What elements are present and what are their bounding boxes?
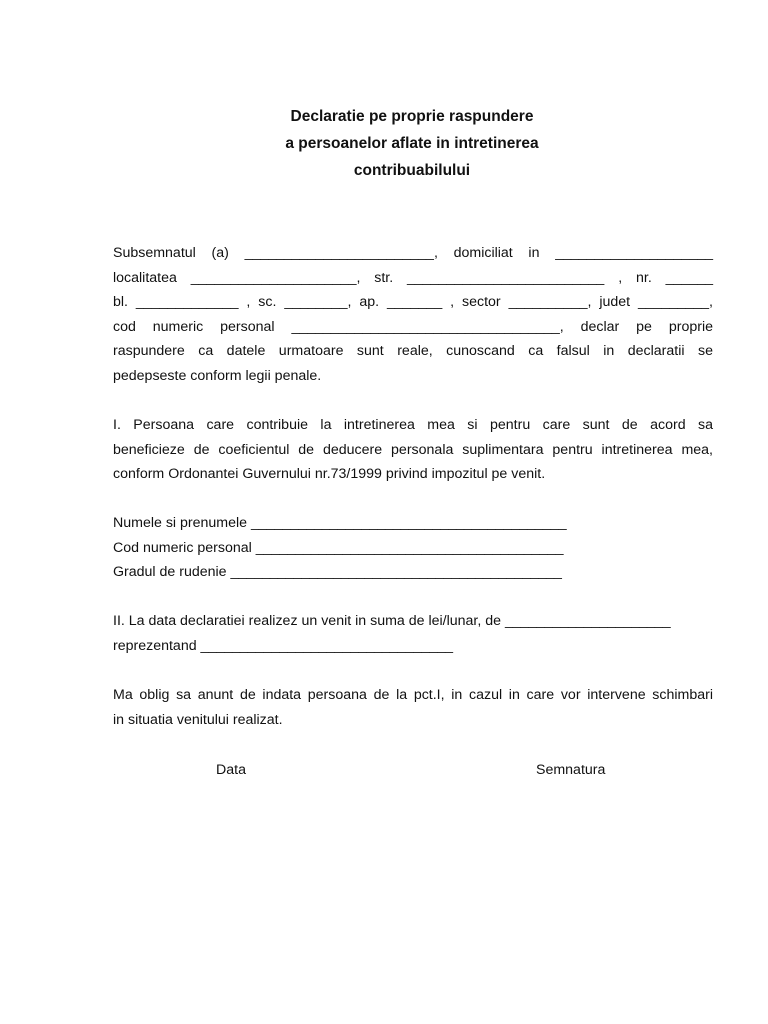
- field-relationship: Gradul de rudenie __________________________________________: [113, 564, 562, 580]
- section-1-paragraph: [113, 413, 713, 487]
- document-title: [0, 103, 768, 184]
- obligation-paragraph: [113, 683, 713, 732]
- title-line-1: Declaratie pe proprie raspundere: [290, 108, 534, 125]
- obligation-line-2: in situatia venitului realizat.: [113, 711, 283, 728]
- title-line-3: contribuabilului: [353, 162, 471, 179]
- identification-line-5: raspundere ca datele urmatoare sunt reale, cunoscand ca falsul in declaratii se: [113, 343, 713, 359]
- identification-line-3: bl. _____________ , sc. ________, ap. _______ , sector __________, judet _________,: [113, 294, 713, 310]
- date-label: Data: [216, 762, 246, 778]
- person-fields: [113, 511, 713, 585]
- identification-line-4: cod numeric personal __________________________________, declar pe proprie: [113, 318, 713, 335]
- field-name: Numele si prenumele ________________________________________: [113, 515, 567, 531]
- title-line-2: a persoanelor aflate in intretinerea: [285, 135, 539, 152]
- identification-line-6: pedepseste conform legii penale.: [113, 367, 322, 384]
- identification-line-2: localitatea _____________________, str. _________________________ , nr. ______: [113, 269, 713, 286]
- section-2-line-1: II. La data declaratiei realizez un venit in suma de lei/lunar, de _____________________: [113, 613, 671, 629]
- signature-label: Semnatura: [536, 762, 606, 778]
- section-1-line-1: I. Persoana care contribuie la intretinerea mea si pentru care sunt de acord sa: [113, 417, 713, 433]
- section-2-paragraph: [113, 609, 713, 658]
- field-cnp: Cod numeric personal _______________________________________: [113, 539, 564, 556]
- section-1-line-3: conform Ordonantei Guvernului nr.73/1999 privind impozitul pe venit.: [113, 466, 546, 482]
- section-2-line-2: reprezentand ________________________________: [113, 637, 454, 654]
- identification-line-1: Subsemnatul (a) ________________________, domiciliat in ____________________: [113, 245, 713, 261]
- identification-paragraph: [113, 241, 713, 388]
- obligation-line-1: Ma oblig sa anunt de indata persoana de la pct.I, in cazul in care vor intervene schimbari: [113, 687, 713, 703]
- section-1-line-2: beneficieze de coeficientul de deducere personala suplimentara pentru intretinerea mea,: [113, 441, 713, 458]
